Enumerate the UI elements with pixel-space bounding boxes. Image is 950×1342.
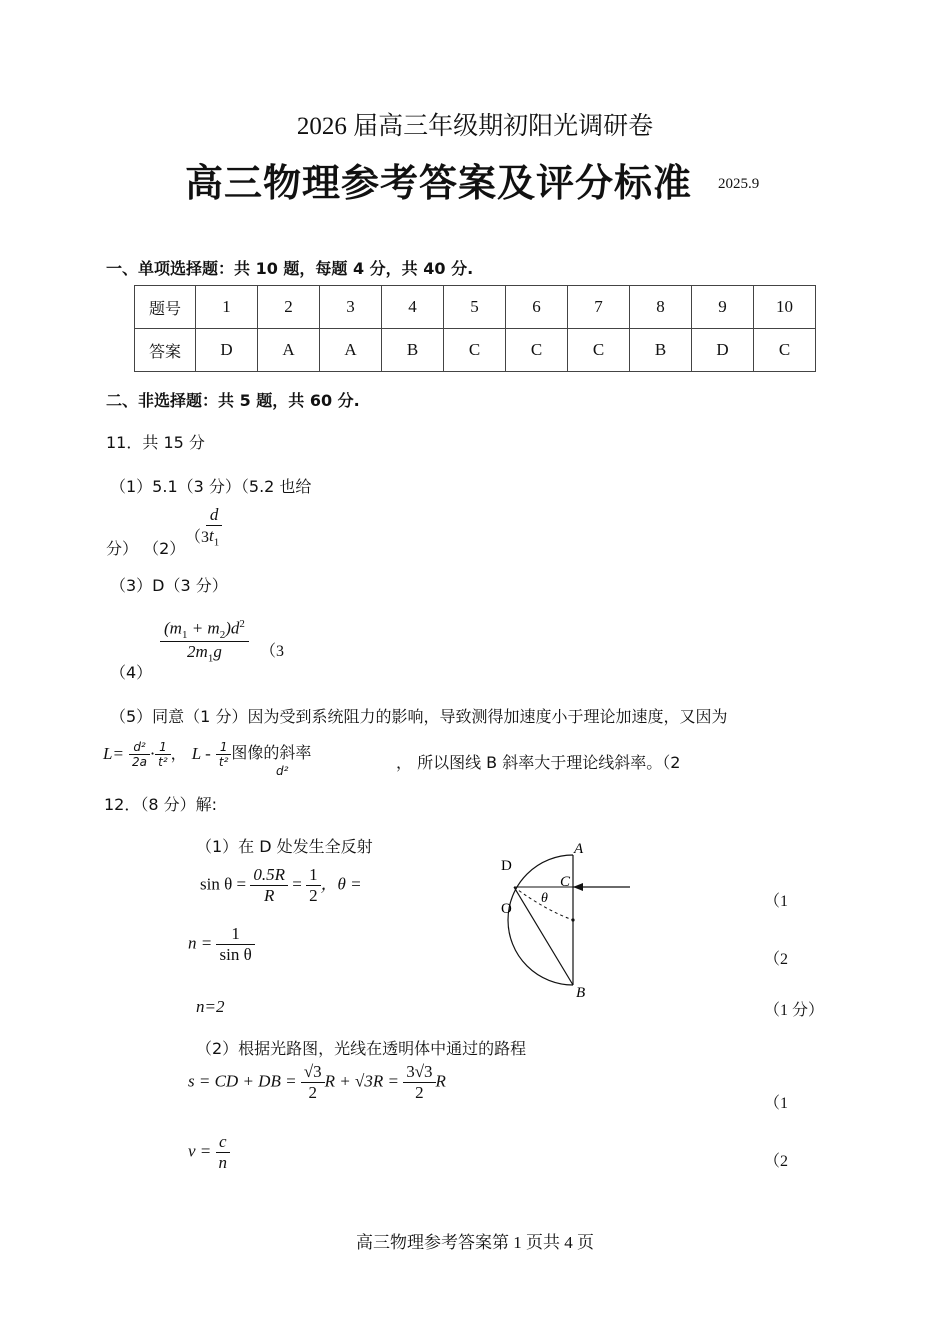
q12-step2: （2）根据光路图，光线在透明体中通过的路程	[196, 1039, 527, 1058]
frac-numerator: c	[216, 1132, 231, 1153]
table-cell: 10	[754, 286, 816, 329]
q12-step1: （1）在 D 处发生全反射	[196, 837, 373, 856]
arrow-head-icon	[573, 883, 583, 891]
q11-part4-label: （4）	[110, 663, 153, 682]
table-cell: C	[506, 329, 568, 372]
q12-title: 12．（8 分）解:	[104, 795, 218, 814]
table-cell: 3	[320, 286, 382, 329]
frac-numerator: 3√3	[403, 1062, 435, 1083]
formula-part: v =	[188, 1141, 212, 1161]
table-cell: A	[320, 329, 382, 372]
formula-part: g	[213, 642, 222, 662]
q12-sin-formula	[200, 865, 362, 906]
label-c: C	[560, 874, 571, 890]
section1-heading: 一、单项选择题：共 10 题，每题 4 分，共 40 分.	[106, 259, 474, 278]
q12-score-2: （2	[764, 951, 789, 968]
label-o: O	[501, 901, 512, 917]
table-cell: 1	[196, 286, 258, 329]
formula-part: R + √3R =	[324, 1071, 399, 1091]
frac-numerator: 1	[216, 740, 232, 755]
table-cell: A	[258, 329, 320, 372]
frac-denominator: 2	[309, 886, 318, 905]
q11-part3: （3）D（3 分）	[110, 576, 228, 595]
table-cell: 9	[692, 286, 754, 329]
q12-score-4: （1	[764, 1095, 789, 1112]
q12-score-3: （1 分）	[764, 1002, 825, 1019]
q11-part5: （5）同意（1 分）因为受到系统阻力的影响，导致测得加速度小于理论加速度，又因为	[110, 707, 728, 726]
table-cell: 8	[630, 286, 692, 329]
formula-part: n =	[188, 933, 213, 953]
label-b: B	[576, 985, 586, 1001]
table-cell: C	[444, 329, 506, 372]
formula-part: L -	[191, 744, 211, 763]
q11-part5-tail: ， 所以图线 B 斜率大于理论线斜率。（2	[396, 753, 681, 772]
table-row-answers	[135, 329, 816, 372]
formula-part: ，	[170, 744, 187, 763]
q12-score-5: （2	[764, 1153, 789, 1170]
frac-numerator: 1	[216, 924, 254, 945]
date-label: 2025.9	[718, 176, 760, 192]
label-theta: θ	[541, 891, 548, 906]
table-cell: 7	[568, 286, 630, 329]
q12-n-value: n=2	[196, 997, 225, 1016]
frac-numerator: d	[206, 505, 222, 526]
table-cell: C	[754, 329, 816, 372]
frac-numerator: 0.5R	[250, 865, 288, 886]
q11-part2-formula	[206, 505, 222, 548]
q11-part2-score: （3	[185, 529, 210, 546]
formula-part: ·	[150, 744, 156, 763]
formula-part: 2m	[187, 642, 208, 662]
label-d: D	[501, 858, 512, 874]
frac-denominator: 2	[415, 1083, 424, 1102]
q11-part4-score: （3	[260, 643, 285, 660]
label-a: A	[574, 841, 584, 857]
formula-sub: 1	[181, 629, 188, 642]
frac-subscript: 1	[213, 536, 220, 549]
table-header-cell: 答案	[135, 329, 196, 372]
q12-path-formula	[188, 1062, 446, 1103]
optics-diagram	[490, 835, 650, 1005]
q12-score-1: （1	[764, 893, 789, 910]
frac-denominator: 2	[308, 1083, 317, 1102]
table-cell: B	[382, 329, 444, 372]
frac-numerator: d²	[129, 740, 150, 755]
q11-part5-d2: d²	[276, 764, 289, 778]
frac-denominator: t²	[218, 755, 229, 769]
table-cell: 2	[258, 286, 320, 329]
frac-denominator: 2a	[132, 755, 148, 769]
q12-v-formula	[188, 1132, 230, 1173]
formula-part: =	[292, 874, 302, 894]
page-footer: 高三物理参考答案第 1 页共 4 页	[356, 1233, 594, 1252]
frac-denominator: t²	[158, 755, 168, 769]
q11-part1: （1）5.1（3 分）（5.2 也给	[110, 477, 312, 496]
formula-text: 图像的斜率	[231, 743, 312, 762]
table-cell: 4	[382, 286, 444, 329]
frac-denominator: R	[263, 886, 275, 905]
section2-heading: 二、非选择题：共 5 题，共 60 分.	[106, 391, 360, 410]
formula-part: L=	[103, 744, 124, 763]
table-cell: B	[630, 329, 692, 372]
formula-sub: 2	[219, 629, 226, 642]
frac-numerator: 1	[155, 740, 171, 755]
q11-title: 11．共 15 分	[106, 433, 205, 452]
frac-denominator: sin θ	[219, 945, 252, 964]
frac-numerator: √3	[301, 1062, 325, 1083]
frac-denominator: n	[218, 1153, 228, 1172]
frac-denominator: t	[209, 526, 214, 545]
answer-table	[134, 285, 816, 372]
formula-part: s = CD + DB =	[188, 1071, 297, 1091]
table-header-cell: 题号	[135, 286, 196, 329]
formula-part: + m	[187, 618, 220, 638]
table-cell: D	[692, 329, 754, 372]
q12-n-formula	[188, 924, 255, 965]
exam-subtitle: 2026 届高三年级期初阳光调研卷	[296, 113, 654, 140]
formula-part: R	[435, 1071, 446, 1091]
page-title: 高三物理参考答案及评分标准	[185, 161, 693, 205]
formula-part: )d	[225, 618, 240, 638]
formula-sub: 1	[207, 652, 214, 665]
table-row-numbers	[135, 286, 816, 329]
table-cell: 5	[444, 286, 506, 329]
table-cell: C	[568, 329, 630, 372]
q11-part1-cont: 分） （2）	[106, 539, 186, 558]
formula-part: sin θ =	[200, 874, 247, 894]
formula-sup: 2	[239, 618, 245, 630]
formula-part: ，θ =	[320, 874, 362, 894]
table-cell: D	[196, 329, 258, 372]
formula-part: (m	[164, 618, 182, 638]
frac-numerator: 1	[306, 865, 321, 886]
table-cell: 6	[506, 286, 568, 329]
center-dot	[571, 918, 574, 921]
q11-part4-formula	[160, 618, 249, 664]
